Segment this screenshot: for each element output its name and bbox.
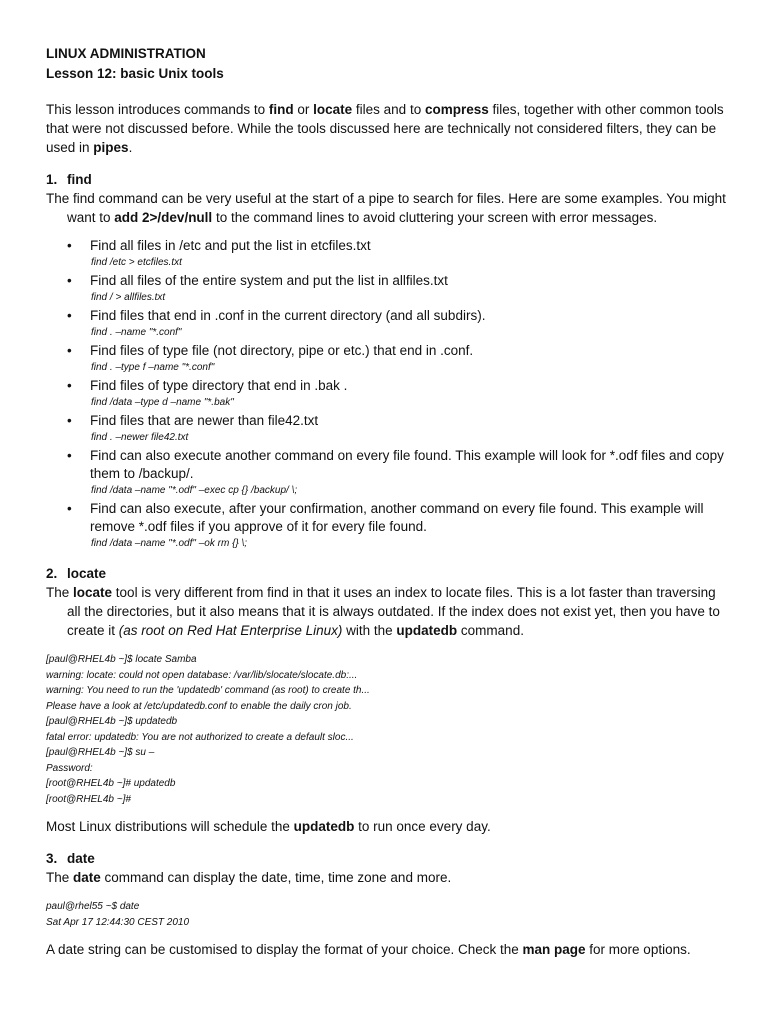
intro-bold-locate: locate <box>313 102 353 117</box>
section-number: 3. <box>46 851 58 866</box>
locate-after-text: to run once every day. <box>354 819 491 834</box>
list-item-command: find . –name "*.conf" <box>91 327 182 338</box>
list-item-command: find /data –name "*.odf" –exec cp {} /backup/ \; <box>91 485 298 496</box>
intro-text: or <box>293 102 314 117</box>
terminal-line: paul@rhel55 ~$ date <box>46 901 140 912</box>
bullet-icon: • <box>67 448 72 463</box>
find-examples-list <box>46 237 726 551</box>
bullet-icon: • <box>67 238 72 253</box>
list-item <box>67 237 726 270</box>
terminal-line: [root@RHEL4b ~]# updatedb <box>46 778 176 789</box>
section-heading-locate <box>46 564 726 583</box>
bullet-icon: • <box>67 308 72 323</box>
date-bold-date: date <box>73 870 101 885</box>
section-heading-find <box>46 170 726 189</box>
list-item <box>67 342 726 375</box>
find-text: to the command lines to avoid cluttering your screen with error messages. <box>212 210 658 225</box>
intro-text: files, together with other common tools that were not discussed before. While the tools discussed here are technically not considered filters, they can be used in <box>46 102 724 155</box>
course-title: LINUX ADMINISTRATION <box>46 46 206 61</box>
bullet-icon: • <box>67 273 72 288</box>
list-item-command: find . –type f –name "*.conf" <box>91 362 215 373</box>
list-item-command: find / > allfiles.txt <box>91 292 166 303</box>
terminal-line: Sat Apr 17 12:44:30 CEST 2010 <box>46 916 190 928</box>
section-number: 2. <box>46 566 58 581</box>
list-item <box>67 412 726 445</box>
locate-bold-updatedb: updatedb <box>396 623 458 638</box>
list-item <box>67 447 726 498</box>
terminal-line: [root@RHEL4b ~]# <box>46 793 131 805</box>
list-item <box>67 377 726 410</box>
locate-after-bold-updatedb: updatedb <box>293 819 355 834</box>
locate-text: tool is very different from find in that it uses an index to locate files. This is a lot faster than traversing all the directories, but it also means that it is always outdated. If the index does not exist yet, then you have to create it <box>67 585 720 638</box>
list-item-text: Find files of type file (not directory, pipe or etc.) that end in .conf. <box>90 343 474 358</box>
list-item-command: find . –newer file42.txt <box>91 432 189 443</box>
date-after-bold-man-page: man page <box>522 942 586 957</box>
terminal-line: [paul@RHEL4b ~]$ updatedb <box>46 716 178 727</box>
locate-text: with the <box>342 623 397 638</box>
intro-paragraph <box>46 100 726 157</box>
terminal-line: Password: <box>46 762 93 774</box>
terminal-line: fatal error: updatedb: You are not authorized to create a default sloc... <box>46 731 354 743</box>
section-title: date <box>67 851 95 866</box>
terminal-line: warning: You need to run the 'updatedb' command (as root) to create th... <box>46 685 370 696</box>
date-text: The <box>46 870 74 885</box>
terminal-line: [paul@RHEL4b ~]$ su – <box>46 747 155 758</box>
section-title: find <box>67 172 92 187</box>
intro-bold-pipes: pipes <box>93 140 129 155</box>
bullet-icon: • <box>67 343 72 358</box>
list-item <box>67 500 726 551</box>
intro-text: . <box>128 140 133 155</box>
list-item-text: Find all files in /etc and put the list in etcfiles.txt <box>90 238 371 253</box>
date-paragraph <box>46 868 726 887</box>
date-text: command can display the date, time, time zone and more. <box>100 870 452 885</box>
locate-terminal-output <box>46 652 726 807</box>
list-item-text: Find all files of the entire system and put the list in allfiles.txt <box>90 273 448 288</box>
list-item <box>67 272 726 305</box>
find-bold-devnull: add 2>/dev/null <box>114 210 213 225</box>
date-after-paragraph <box>46 940 726 959</box>
section-title: locate <box>67 566 107 581</box>
list-item-text: Find can also execute, after your confirmation, another command on every file found. This example will remove *.odf files if you approve of it for every file found. <box>90 501 704 534</box>
list-item-command: find /data –type d –name "*.bak" <box>91 397 234 408</box>
locate-text: command. <box>457 623 524 638</box>
locate-bold-locate: locate <box>73 585 113 600</box>
list-item <box>67 307 726 340</box>
locate-paragraph <box>46 583 726 640</box>
section-number: 1. <box>46 172 58 187</box>
locate-text: The <box>46 585 74 600</box>
locate-after-paragraph <box>46 817 726 836</box>
document-page <box>46 44 726 959</box>
terminal-line: Please have a look at /etc/updatedb.conf to enable the daily cron job. <box>46 700 352 712</box>
date-terminal-output <box>46 899 726 930</box>
intro-text: files and to <box>352 102 425 117</box>
find-paragraph <box>46 189 726 227</box>
bullet-icon: • <box>67 378 72 393</box>
list-item-command: find /data –name "*.odf" –ok rm {} \; <box>91 538 248 549</box>
date-after-text: A date string can be customised to display the format of your choice. Check the <box>46 942 523 957</box>
list-item-text: Find files of type directory that end in .bak . <box>90 378 348 393</box>
lesson-title: Lesson 12: basic Unix tools <box>46 66 224 81</box>
bullet-icon: • <box>67 501 72 516</box>
date-after-text: for more options. <box>585 942 691 957</box>
intro-bold-find: find <box>268 102 294 117</box>
list-item-text: Find can also execute another command on every file found. This example will look for *.odf files and copy them to /backup/. <box>90 448 724 481</box>
terminal-line: [paul@RHEL4b ~]$ locate Samba <box>46 654 197 665</box>
list-item-text: Find files that end in .conf in the current directory (and all subdirs). <box>90 308 486 323</box>
find-text: The find command can be very useful at the start of a pipe to search for files. Here are some examples. You might want to <box>46 191 726 225</box>
list-item-text: Find files that are newer than file42.txt <box>90 413 319 428</box>
list-item-command: find /etc > etcfiles.txt <box>91 257 182 268</box>
intro-text: This lesson introduces commands to <box>46 102 269 117</box>
locate-italic-note: (as root on Red Hat Enterprise Linux) <box>118 623 343 638</box>
section-heading-date <box>46 849 726 868</box>
bullet-icon: • <box>67 413 72 428</box>
intro-bold-compress: compress <box>424 102 489 117</box>
locate-after-text: Most Linux distributions will schedule the <box>46 819 294 834</box>
terminal-line: warning: locate: could not open database: /var/lib/slocate/slocate.db:... <box>46 669 358 681</box>
